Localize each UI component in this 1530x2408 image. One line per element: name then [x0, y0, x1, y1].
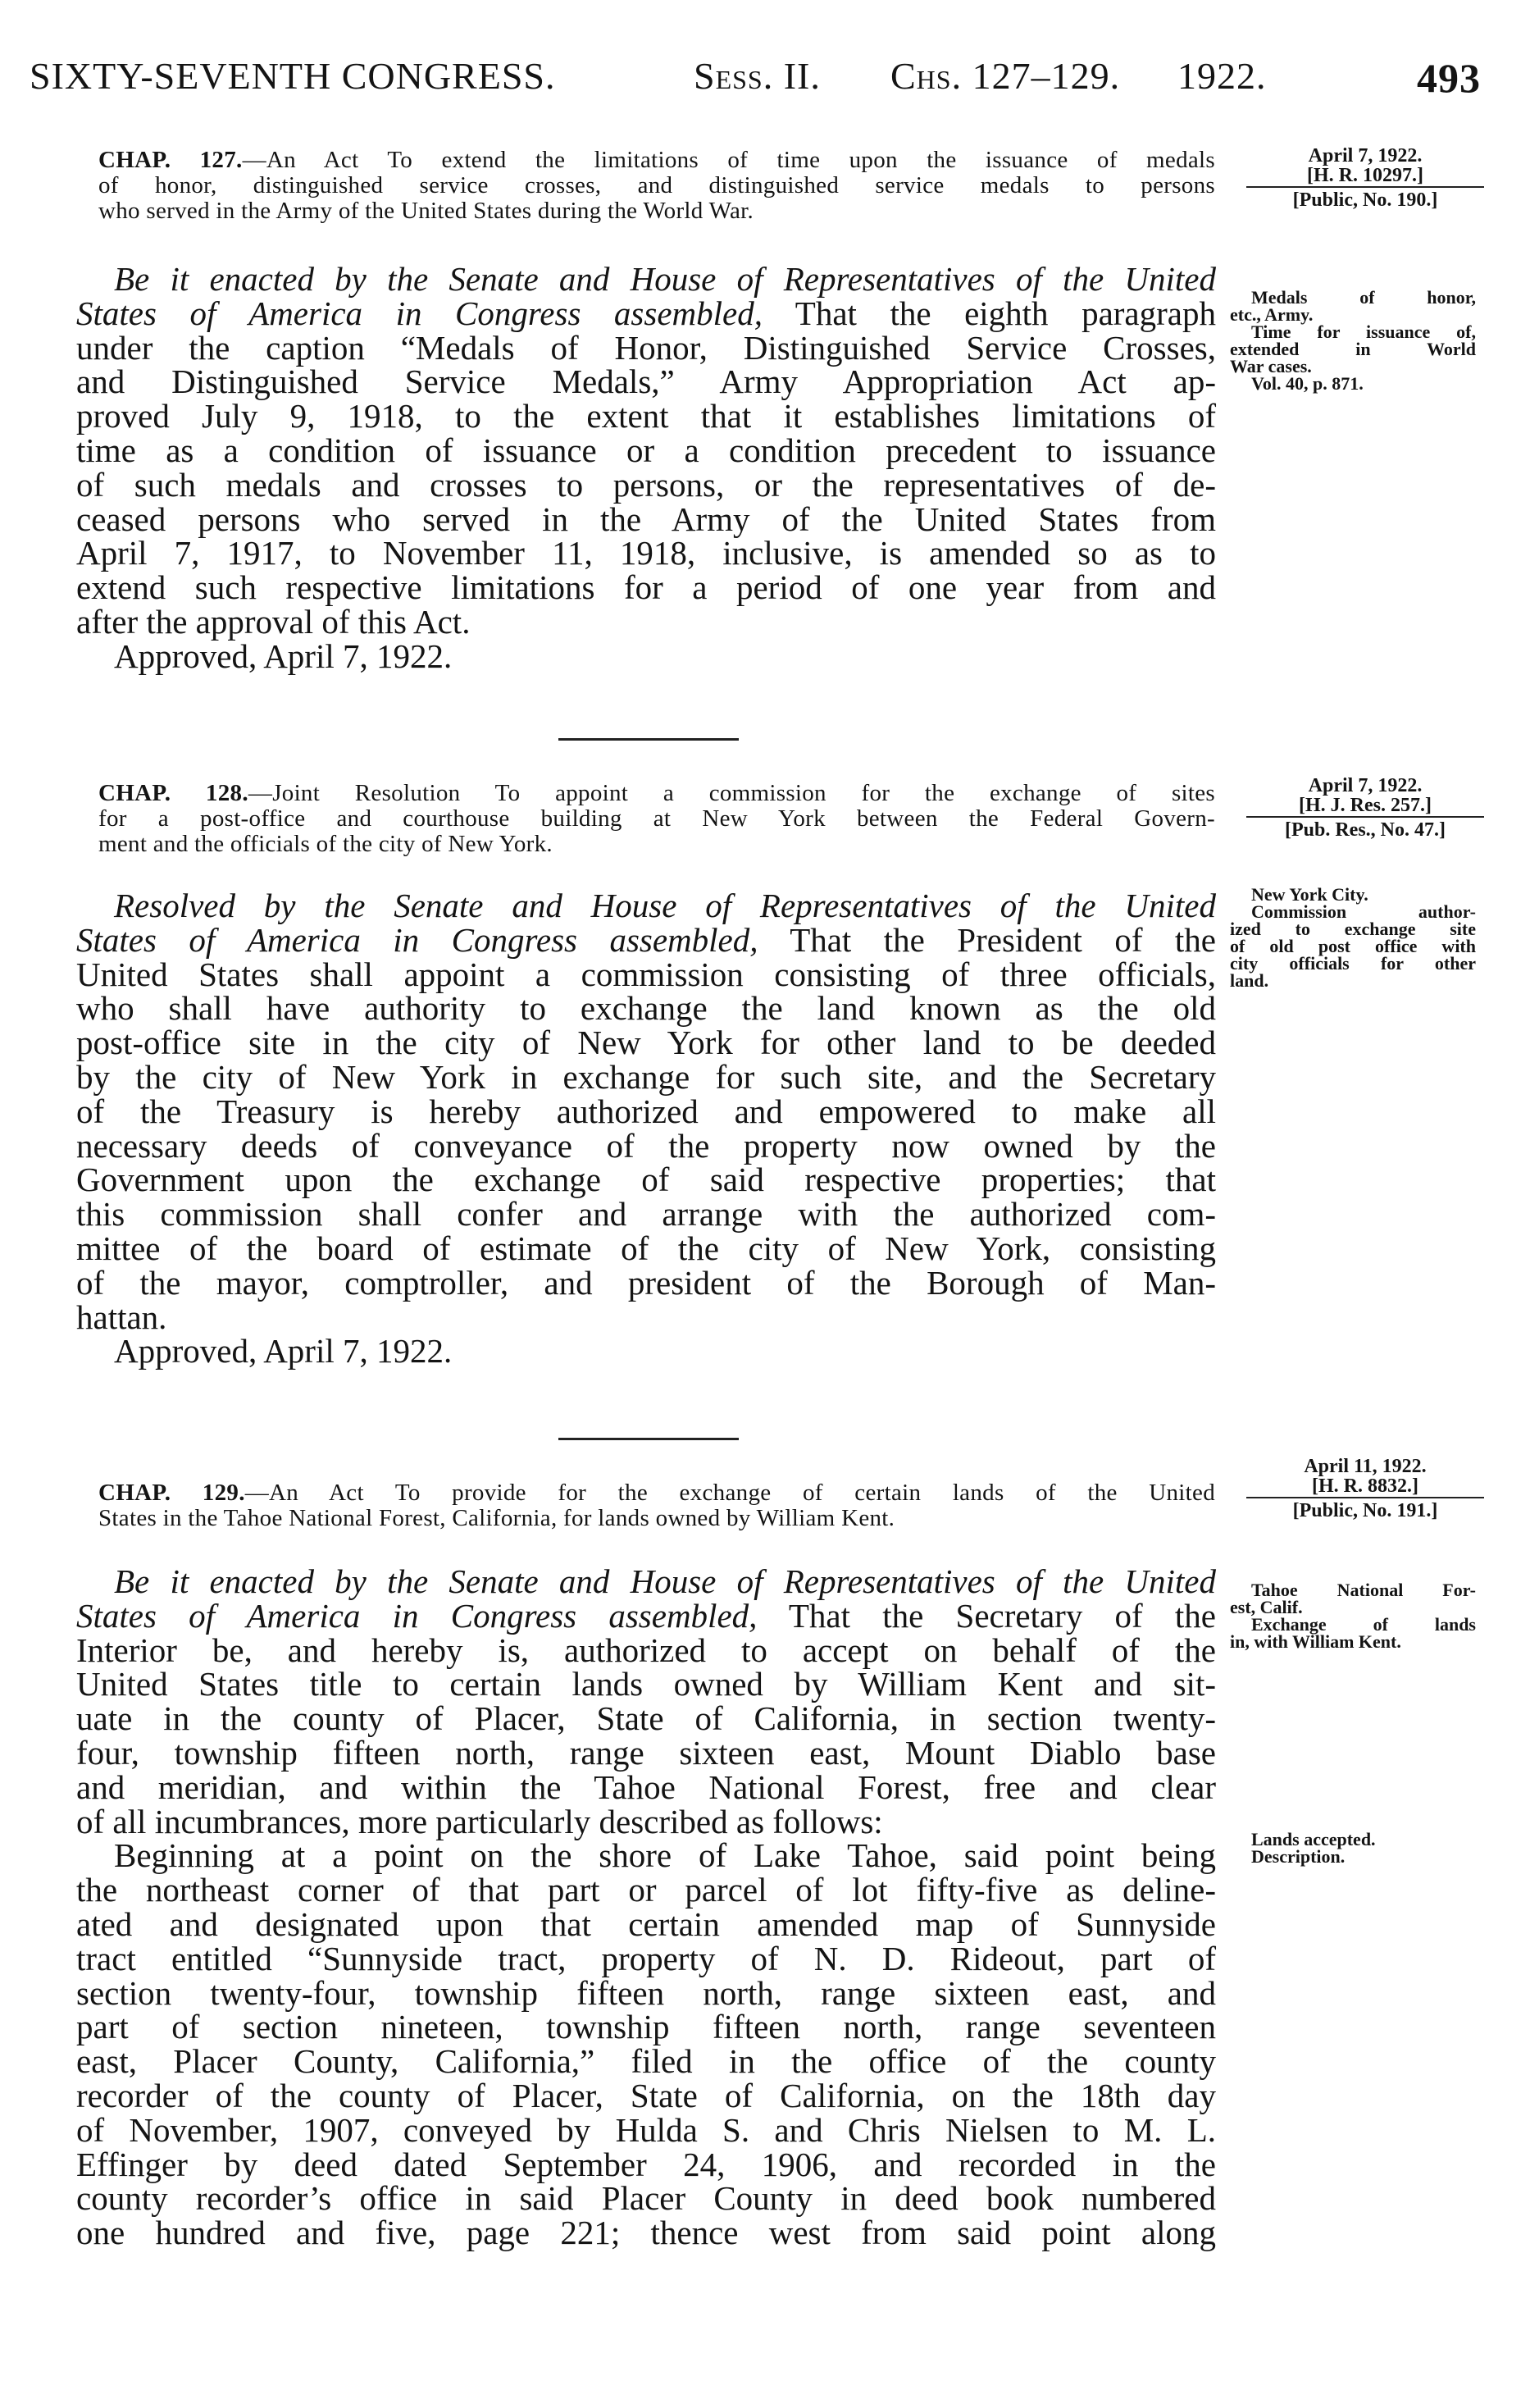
margin-note: [1230, 1831, 1476, 1848]
margin-note-line: Time for issuance of,: [1251, 322, 1476, 342]
text-run: uate in the county of Placer, State of California, in section twenty-: [76, 1699, 1216, 1738]
header-congress: SIXTY-SEVENTH CONGRESS.: [30, 55, 556, 97]
text-line: [76, 1163, 1216, 1197]
text-line: [98, 1480, 1215, 1506]
text-run: Beginning at a point on the shore of Lake Tahoe, said point being: [114, 1836, 1216, 1875]
chapter-128-body: [76, 889, 1216, 1369]
text-run: east, Placer County, California,” filed in the office of the county: [76, 2042, 1216, 2081]
text-line: [76, 1836, 1216, 1875]
text-line: [76, 1667, 1216, 1702]
margin-note-line: land.: [1230, 970, 1269, 991]
margin-note: [1230, 1616, 1476, 1650]
margin-note-line: etc., Army.: [1230, 304, 1314, 325]
text-line: [76, 262, 1216, 297]
text-line: [98, 173, 1215, 198]
text-run: necessary deeds of conveyance of the property now owned by the: [76, 1126, 1216, 1165]
text-line: [76, 1699, 1216, 1738]
text-line: [76, 2110, 1216, 2149]
margin-note-line: in, with William Kent.: [1230, 1631, 1401, 1652]
text-run: time as a condition of issuance or a condition precedent to issuance: [76, 431, 1216, 469]
margin-note-line: extended in World: [1230, 339, 1476, 359]
header-session: Sess. II.: [694, 55, 821, 97]
text-line: [76, 955, 1216, 993]
text-run: Effinger by deed dated September 24, 1906, and recorded in the: [76, 2145, 1216, 2183]
approval-line: Approved, April 7, 1922.: [114, 636, 453, 675]
text-run: United States shall appoint a commission consisting of three officials,: [76, 955, 1216, 993]
text-line: [76, 989, 1216, 1028]
text-run: of the Treasury is hereby authorized and empowered to make all: [76, 1092, 1216, 1130]
text-run: April 7, 1917, to November 11, 1918, inclusive, is amended so as to: [76, 534, 1216, 572]
text-run: States in the Tahoe National Forest, California, for lands owned by William Kent.: [98, 1505, 895, 1531]
text-run: who served in the Army of the United States during the World War.: [98, 198, 754, 224]
text-line: [76, 568, 1216, 607]
text-run: United States title to certain lands owned by William Kent and sit-: [76, 1665, 1216, 1703]
margin-note-line: city officials for other: [1230, 953, 1476, 974]
margin-note: [1230, 886, 1476, 903]
enacting-clause: States of America in Congress assembled,: [76, 920, 758, 959]
text-line: [76, 2179, 1216, 2218]
approval-line: Approved, April 7, 1922.: [114, 1332, 453, 1370]
text-line: [76, 2216, 1216, 2251]
text-run: —An Act To provide for the exchange of certain lands of the United: [244, 1480, 1215, 1506]
margin-note-line: Lands accepted.: [1251, 1829, 1376, 1849]
text-line: [76, 1197, 1216, 1232]
text-line: [76, 1092, 1216, 1130]
text-line: [76, 1026, 1216, 1060]
margin-note-line: est, Calif.: [1230, 1597, 1303, 1617]
text-run: —An Act To extend the limitations of time upon the issuance of medals: [242, 147, 1215, 173]
enacting-clause: Be it enacted by the Senate and House of Representatives of the United: [114, 1562, 1216, 1600]
text-run: after the approval of this Act.: [76, 602, 471, 641]
text-line: [76, 2076, 1216, 2114]
text-run: hattan.: [76, 1297, 167, 1336]
approval-date: April 11, 1922.: [1304, 1456, 1427, 1477]
text-run: of November, 1907, conveyed by Hulda S. and Chris Nielsen to M. L.: [76, 2110, 1216, 2149]
bill-number: [H. J. Res. 257.]: [1299, 795, 1432, 816]
text-run: of such medals and crosses to persons, or the representatives of de-: [76, 465, 1216, 504]
approval-date: April 7, 1922.: [1308, 775, 1423, 796]
margin-note-line: Description.: [1251, 1846, 1346, 1867]
chapter-129-heading: [98, 1480, 1215, 1531]
margin-note-line: ized to exchange site: [1230, 919, 1476, 939]
text-line: [76, 465, 1216, 504]
chapter-number: CHAP. 127.: [98, 147, 243, 173]
text-run: ceased persons who served in the Army of the United States from: [76, 499, 1216, 538]
text-line: [76, 1904, 1216, 1943]
text-run: recorder of the county of Placer, State of California, on the 18th day: [76, 2076, 1216, 2114]
margin-note-line: Medals of honor,: [1251, 287, 1476, 308]
text-line: [76, 1297, 1216, 1336]
text-run: post-office site in the city of New York for other land to be deeded: [76, 1024, 1216, 1062]
text-line: [98, 832, 1215, 857]
text-line: [76, 1596, 1216, 1635]
bill-number: [H. R. 10297.]: [1307, 165, 1423, 186]
approval-date: April 7, 1922.: [1308, 145, 1423, 166]
chapter-129-side-info: [1246, 1457, 1484, 1521]
text-line: [76, 499, 1216, 538]
text-line: [76, 2010, 1216, 2045]
text-line: [98, 806, 1215, 832]
enacting-clause: Be it enacted by the Senate and House of Representatives of the United: [114, 260, 1216, 298]
text-run: and meridian, and within the Tahoe National Forest, free and clear: [76, 1767, 1216, 1806]
enacting-clause: Resolved by the Senate and House of Representatives of the United: [114, 887, 1216, 924]
margin-note: [1230, 289, 1476, 323]
chapter-127-body: [76, 262, 1216, 674]
chapter-128-margin-notes: [1230, 886, 1476, 989]
public-law-number: [Public, No. 191.]: [1292, 1500, 1438, 1521]
text-run: who shall have authority to exchange the land known as the old: [76, 989, 1216, 1028]
margin-note-line: Commission author-: [1251, 901, 1476, 922]
margin-note-line: New York City.: [1251, 884, 1368, 905]
text-run: proved July 9, 1918, to the extent that it establishes limitations of: [76, 397, 1216, 436]
chapter-128-side-info: [1246, 776, 1484, 840]
margin-note-line: War cases.: [1230, 356, 1312, 376]
text-line: [76, 1973, 1216, 2012]
text-line: [76, 889, 1216, 924]
text-line: [76, 1733, 1216, 1772]
text-line: [76, 431, 1216, 469]
chapter-127-heading: [98, 148, 1215, 224]
margin-note-line: Tahoe National For-: [1251, 1580, 1476, 1600]
text-line: [76, 399, 1216, 434]
section-divider: [558, 738, 739, 741]
chapter-129-body: [76, 1562, 1216, 2252]
text-run: by the city of New York in exchange for such site, and the Secretary: [76, 1057, 1216, 1096]
text-line: [98, 198, 1215, 224]
margin-note: [1230, 323, 1476, 375]
text-line: [98, 148, 1215, 173]
text-line: [76, 1939, 1216, 1977]
bill-number: [H. R. 8832.]: [1312, 1475, 1418, 1497]
text-run: tract entitled “Sunnyside tract, property of N. D. Rideout, part of: [76, 1939, 1216, 1977]
side-rule: [1246, 1497, 1484, 1498]
text-line: [76, 1126, 1216, 1165]
text-run: of honor, distinguished service crosses, and distinguished service medals to persons: [98, 172, 1215, 198]
text-line: [76, 1873, 1216, 1908]
enacting-clause: States of America in Congress assembled,: [76, 1596, 758, 1635]
side-rule: [1246, 186, 1484, 188]
text-run: That the Secretary of the: [757, 1596, 1216, 1635]
margin-note: [1230, 1848, 1476, 1865]
text-run: part of section nineteen, township fifteen north, range seventeen: [76, 2008, 1216, 2046]
text-line: [76, 1562, 1216, 1600]
text-line: [76, 920, 1216, 959]
text-run: under the caption “Medals of Honor, Distinguished Service Crosses,: [76, 328, 1216, 367]
public-law-number: [Public, No. 190.]: [1292, 189, 1438, 211]
text-line: [76, 1767, 1216, 1806]
chapter-number: CHAP. 129.: [98, 1480, 245, 1506]
text-line: [76, 1263, 1216, 1302]
text-run: of all incumbrances, more particularly described as follows:: [76, 1802, 883, 1840]
text-run: of the mayor, comptroller, and president of the Borough of Man-: [76, 1263, 1216, 1302]
header-chapters: Chs. 127–129.: [890, 55, 1121, 97]
margin-note-line: Vol. 40, p. 871.: [1251, 373, 1364, 394]
text-run: county recorder’s office in said Placer County in deed book numbered: [76, 2179, 1216, 2218]
text-run: for a post-office and courthouse building at New York between the Federal Govern-: [98, 805, 1215, 832]
text-line: [98, 1506, 1215, 1531]
chapter-128-heading: [98, 781, 1215, 857]
text-line: [76, 365, 1216, 399]
text-line: [76, 1802, 1216, 1840]
page-number: 493: [1417, 55, 1481, 101]
text-line: [76, 536, 1216, 571]
margin-note: [1230, 375, 1476, 392]
chapter-127-margin-notes: [1230, 289, 1476, 392]
text-line: [76, 602, 1216, 641]
enacting-clause: States of America in Congress assembled,: [76, 294, 763, 332]
text-line: [76, 2042, 1216, 2081]
text-line: [76, 1229, 1216, 1267]
text-run: extend such respective limitations for a period of one year from and: [76, 568, 1216, 607]
text-run: mittee of the board of estimate of the city of New York, consisting: [76, 1229, 1216, 1267]
text-line: [76, 294, 1216, 332]
chapter-129-margin-notes: [1230, 1581, 1476, 1865]
text-run: ated and designated upon that certain amended map of Sunnyside: [76, 1904, 1216, 1943]
text-run: ment and the officials of the city of New York.: [98, 831, 553, 857]
margin-note-line: of old post office with: [1230, 936, 1476, 956]
text-run: four, township fifteen north, range sixteen east, Mount Diablo base: [76, 1733, 1216, 1772]
public-law-number: [Pub. Res., No. 47.]: [1285, 819, 1446, 841]
margin-note: [1230, 1581, 1476, 1616]
text-run: section twenty-four, township fifteen north, range sixteen east, and: [76, 1973, 1216, 2012]
header-year: 1922.: [1177, 55, 1267, 97]
text-line: [76, 1630, 1216, 1669]
text-line: [76, 1057, 1216, 1096]
chapter-number: CHAP. 128.: [98, 780, 248, 806]
section-divider: [558, 1438, 739, 1440]
margin-note: [1230, 903, 1476, 989]
text-run: —Joint Resolution To appoint a commission for the exchange of sites: [248, 780, 1216, 806]
text-run: this commission shall confer and arrange with the authorized com-: [76, 1195, 1216, 1234]
text-run: That the President of the: [758, 920, 1216, 959]
text-run: the northeast corner of that part or parcel of lot fifty-five as deline-: [76, 1871, 1216, 1909]
text-run: Interior be, and hereby is, authorized to accept on behalf of the: [76, 1630, 1216, 1669]
text-line: [98, 781, 1215, 806]
text-line: [76, 328, 1216, 367]
running-header: [30, 54, 1481, 103]
text-line: [76, 2145, 1216, 2183]
side-rule: [1246, 816, 1484, 818]
chapter-127-side-info: [1246, 146, 1484, 210]
text-run: one hundred and five, page 221; thence west from said point along: [76, 2214, 1216, 2252]
text-run: That the eighth paragraph: [762, 294, 1216, 332]
text-run: Government upon the exchange of said respective properties; that: [76, 1161, 1216, 1199]
margin-note-line: Exchange of lands: [1251, 1614, 1476, 1635]
text-run: and Distinguished Service Medals,” Army Appropriation Act ap-: [76, 363, 1216, 401]
